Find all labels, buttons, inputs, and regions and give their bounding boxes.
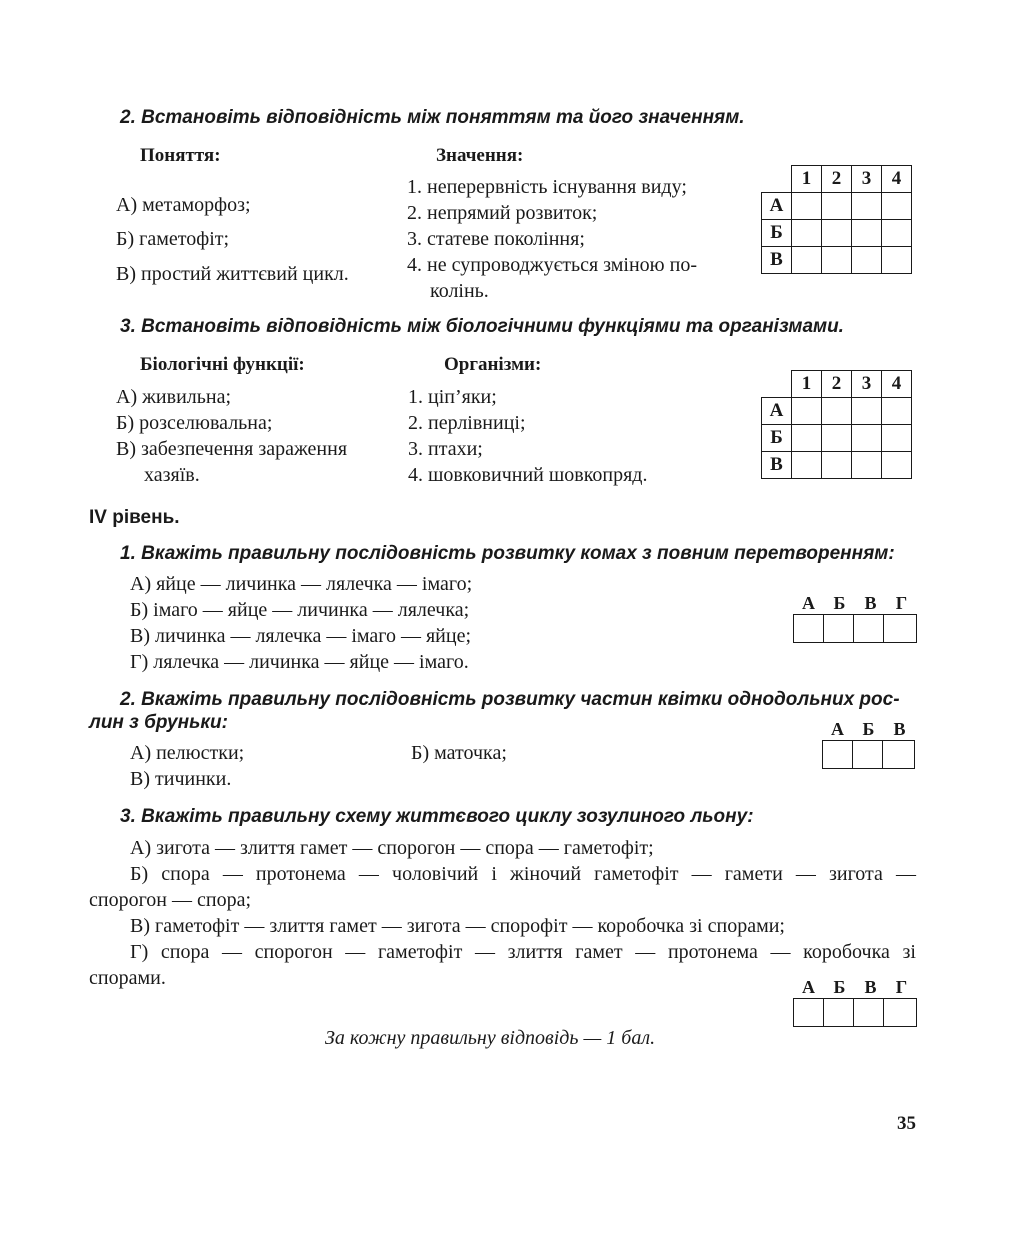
task3-right-header: Організми: <box>444 354 542 375</box>
task2-right-header: Значення: <box>436 145 524 166</box>
task2-left-item-a: А) метаморфоз; <box>116 194 251 216</box>
task3-right-item-2: 2. перлівниці; <box>408 412 526 434</box>
grid-cell[interactable] <box>852 425 882 452</box>
answer-letter: В <box>893 719 906 739</box>
q3-answer-box <box>793 977 917 1027</box>
q3-option-b: Б) спора — протонема — чоловічий і жіночий гаметофіт — гамети — зигота — <box>130 863 916 885</box>
grid-cell[interactable] <box>792 220 822 247</box>
task3-right-item-1: 1. ціп’яки; <box>408 386 497 408</box>
task2-right-item-4: 4. не супроводжується зміною по- <box>407 254 697 276</box>
grid-col-header: 4 <box>882 371 912 398</box>
page-number: 35 <box>897 1113 916 1134</box>
answer-cell[interactable] <box>883 741 912 768</box>
answer-cell[interactable] <box>854 615 884 642</box>
answer-letter: В <box>864 977 877 997</box>
grid-cell[interactable] <box>852 193 882 220</box>
grid-row-header: А <box>762 398 792 425</box>
grid-cell[interactable] <box>852 247 882 274</box>
task3-left-item-c: В) забезпечення зараження <box>116 438 348 460</box>
grid-row-header: В <box>762 452 792 479</box>
q3-option-d: Г) спора — спорогон — гаметофіт — злиття гамет — протонема — коробочка зі <box>130 941 916 963</box>
q2-answer-box <box>822 719 915 769</box>
task2-right-item-1: 1. неперервність існування виду; <box>407 176 687 198</box>
grid-cell[interactable] <box>822 193 852 220</box>
task3-right-item-4: 4. шовковичний шовкопряд. <box>408 464 648 486</box>
task2-left-item-c: В) простий життєвий цикл. <box>116 263 349 285</box>
answer-letter: Г <box>895 977 908 997</box>
grid-cell[interactable] <box>792 425 822 452</box>
grid-col-header: 2 <box>822 166 852 193</box>
answer-cell[interactable] <box>794 615 824 642</box>
task3-left-item-c-cont: хазяїв. <box>144 464 200 486</box>
q1-option-b: Б) імаго — яйце — личинка — лялечка; <box>130 599 470 621</box>
answer-cell[interactable] <box>794 999 824 1026</box>
task2-left-item-b: Б) гаметофіт; <box>116 228 230 250</box>
grid-cell[interactable] <box>792 452 822 479</box>
grid-row-header: Б <box>762 220 792 247</box>
task2-right-item-2: 2. непрямий розвиток; <box>407 202 598 224</box>
answer-letter: Б <box>833 593 846 613</box>
grid-col-header: 2 <box>822 371 852 398</box>
q1-option-a: А) яйце — личинка — лялечка — імаго; <box>130 573 473 595</box>
answer-letter: А <box>802 977 815 997</box>
grid-col-header: 4 <box>882 166 912 193</box>
task3-left-item-a: А) живильна; <box>116 386 232 408</box>
grid-cell[interactable] <box>792 398 822 425</box>
grid-col-header: 3 <box>852 166 882 193</box>
grid-cell[interactable] <box>882 220 912 247</box>
grid-cell[interactable] <box>852 452 882 479</box>
scoring-note: За кожну правильну відповідь — 1 бал. <box>325 1027 656 1049</box>
grid-cell[interactable] <box>882 452 912 479</box>
q2-option-a: А) пелюстки; <box>130 742 245 764</box>
task2-right-item-3: 3. статеве покоління; <box>407 228 585 250</box>
answer-cell[interactable] <box>824 615 854 642</box>
task3-left-item-b: Б) розселювальна; <box>116 412 273 434</box>
level4-heading: IV рівень. <box>89 507 180 528</box>
grid-row-header: Б <box>762 425 792 452</box>
answer-cell[interactable] <box>853 741 883 768</box>
grid-col-header: 1 <box>792 371 822 398</box>
grid-cell[interactable] <box>882 398 912 425</box>
q2-option-b: Б) маточка; <box>411 742 507 764</box>
q3-option-c: В) гаметофіт — злиття гамет — зигота — спорофіт — коробочка зі спорами; <box>130 915 785 937</box>
task3-left-header: Біологічні функції: <box>140 354 305 375</box>
answer-letter: В <box>864 593 877 613</box>
q2-title-line1: 2. Вкажіть правильну послідовність розвитку частин квітки однодольних рос- <box>120 689 900 710</box>
answer-letter: А <box>831 719 844 739</box>
grid-cell[interactable] <box>792 193 822 220</box>
q1-option-d: Г) лялечка — личинка — яйце — імаго. <box>130 651 469 673</box>
task3-right-item-3: 3. птахи; <box>408 438 483 460</box>
grid-cell[interactable] <box>882 193 912 220</box>
grid-cell[interactable] <box>822 425 852 452</box>
grid-cell[interactable] <box>882 247 912 274</box>
answer-letter: Г <box>895 593 908 613</box>
q2-option-c: В) тичинки. <box>130 768 232 790</box>
task3-title: 3. Встановіть відповідність між біологічними функціями та організмами. <box>120 316 844 337</box>
answer-letter: Б <box>862 719 875 739</box>
task2-right-item-4-cont: колінь. <box>430 280 489 302</box>
q1-option-c: В) личинка — лялечка — імаго — яйце; <box>130 625 472 647</box>
q1-title: 1. Вкажіть правильну послідовність розвитку комах з повним перетворенням: <box>120 543 895 564</box>
grid-cell[interactable] <box>822 220 852 247</box>
grid-cell[interactable] <box>822 398 852 425</box>
answer-cell[interactable] <box>823 741 853 768</box>
answer-cell[interactable] <box>884 615 913 642</box>
grid-col-header: 1 <box>792 166 822 193</box>
answer-cell[interactable] <box>824 999 854 1026</box>
grid-row-header: А <box>762 193 792 220</box>
answer-letter: Б <box>833 977 846 997</box>
task2-left-header: Поняття: <box>140 145 221 166</box>
grid-col-header: 3 <box>852 371 882 398</box>
grid-cell[interactable] <box>882 425 912 452</box>
q1-answer-box <box>793 593 917 643</box>
grid-cell[interactable] <box>822 452 852 479</box>
answer-letter: А <box>802 593 815 613</box>
task2-answer-grid <box>761 165 912 274</box>
q3-option-a: А) зигота — злиття гамет — спорогон — спора — гаметофіт; <box>130 837 654 859</box>
answer-cell[interactable] <box>854 999 884 1026</box>
answer-cell[interactable] <box>884 999 913 1026</box>
grid-cell[interactable] <box>822 247 852 274</box>
q3-option-b-cont: спорогон — спора; <box>89 889 252 911</box>
q2-title-line2: лин з бруньки: <box>89 712 228 733</box>
q3-option-d-cont: спорами. <box>89 967 166 989</box>
grid-cell[interactable] <box>852 220 882 247</box>
task2-title: 2. Встановіть відповідність між поняттям та його значенням. <box>120 107 745 128</box>
grid-row-header: В <box>762 247 792 274</box>
grid-cell[interactable] <box>792 247 822 274</box>
task3-answer-grid <box>761 370 912 479</box>
grid-cell[interactable] <box>852 398 882 425</box>
q3-title: 3. Вкажіть правильну схему життєвого циклу зозулиного льону: <box>120 806 754 827</box>
